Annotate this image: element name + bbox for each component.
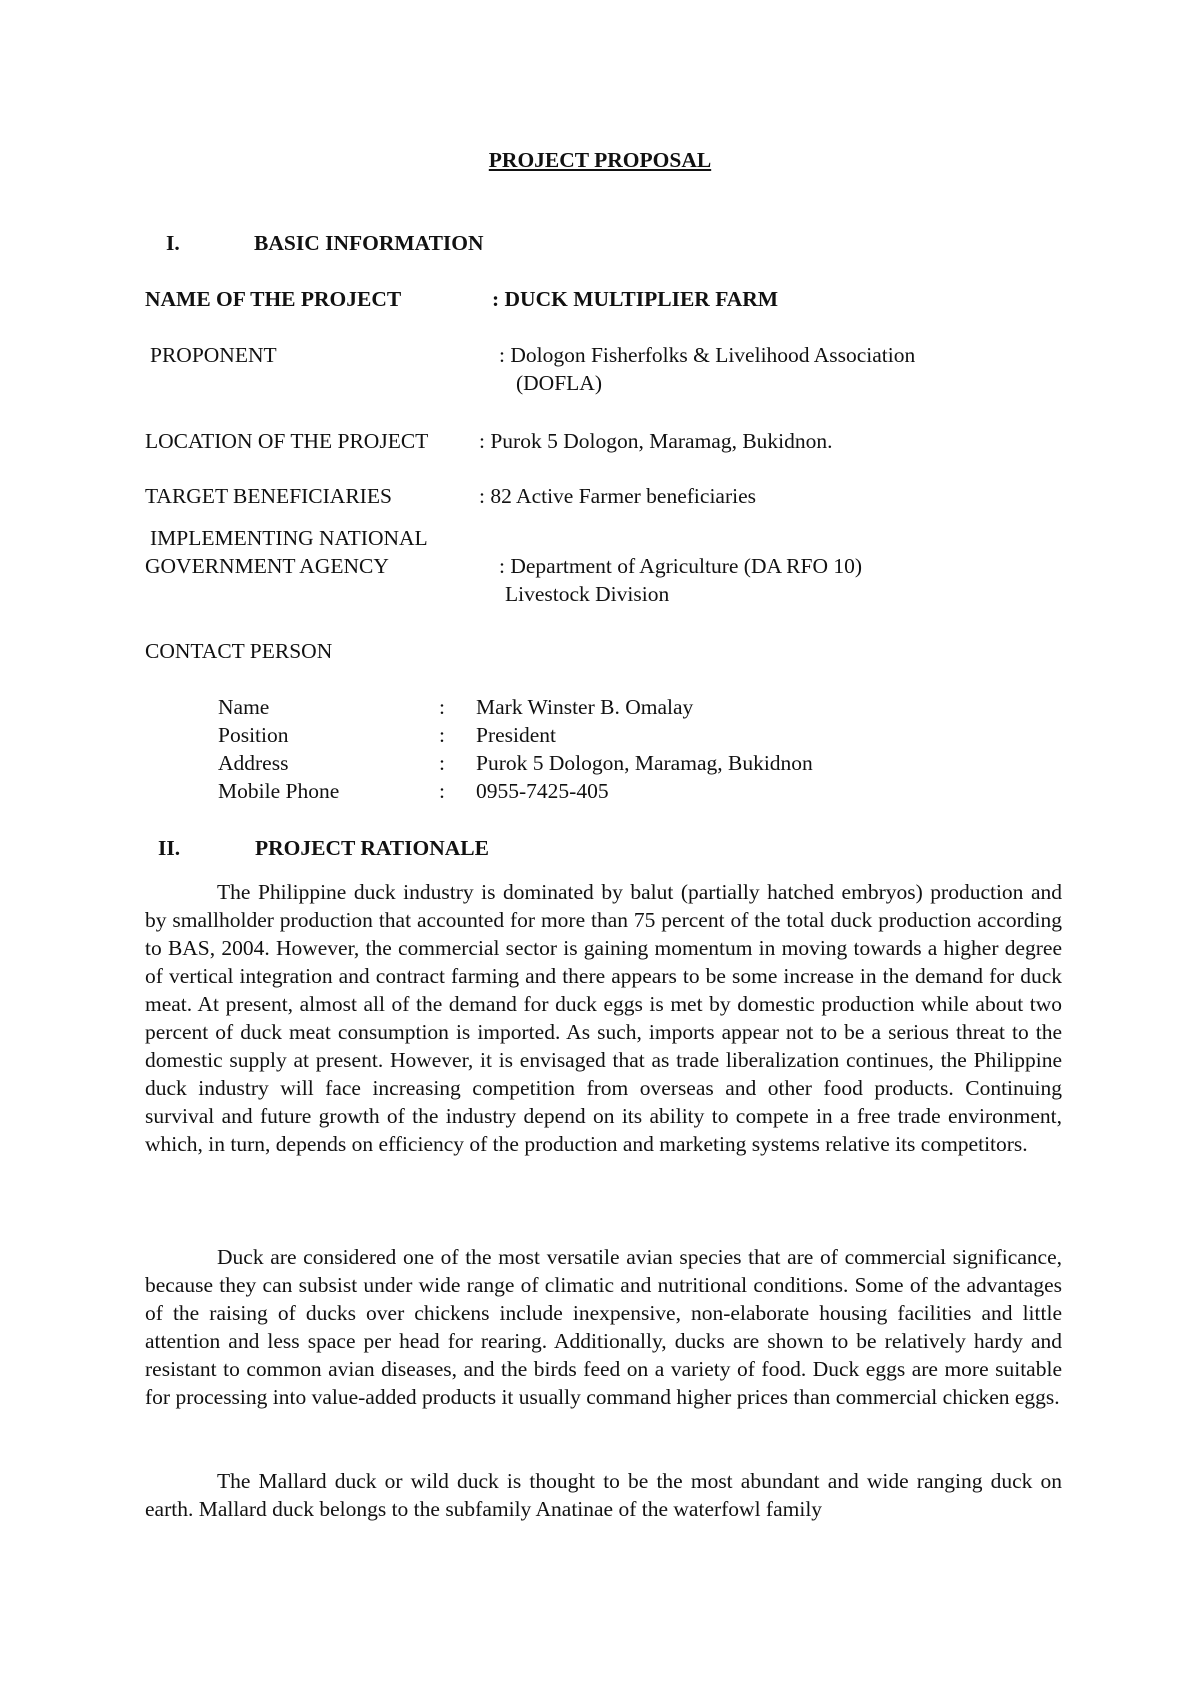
- contact-person-label: CONTACT PERSON: [145, 639, 333, 663]
- location-value: : Purok 5 Dologon, Maramag, Bukidnon.: [479, 429, 833, 453]
- agency-label-line1: IMPLEMENTING NATIONAL: [150, 526, 428, 550]
- location-label: LOCATION OF THE PROJECT: [145, 429, 429, 453]
- section-1-numeral: I.: [166, 231, 180, 255]
- contact-field-label: Mobile Phone: [218, 779, 340, 803]
- rationale-paragraph-2: Duck are considered one of the most versatile avian species that are of commercial significance, because they can subsist under wide range of climatic and nutritional conditions. Some of the advantages of the raising of ducks over chickens include inexpensive, non-elaborate housing facilities and little attention and less space per head for rearing. Additionally, ducks are shown to be relatively hardy and resistant to common avian diseases, and the birds feed on a variety of food. Duck eggs are more suitable for processing into value-added products it usually command higher prices than commercial chicken eggs.: [145, 1245, 1062, 1409]
- contact-field-value: Purok 5 Dologon, Maramag, Bukidnon: [476, 751, 813, 775]
- proponent-value-line2: (DOFLA): [516, 371, 602, 395]
- rationale-paragraph-1: The Philippine duck industry is dominated by balut (partially hatched embryos) production and by smallholder production that accounted for more than 75 percent of the total duck production according to BAS, 2004. However, the commercial sector is gaining momentum in moving towards a higher degree of vertical integration and contract farming and there appears to be some increase in the demand for duck meat. At present, almost all of the demand for duck eggs is met by domestic production while about two percent of duck meat consumption is imported. As such, imports appear not to be a serious threat to the domestic supply at present. However, it is envisaged that as trade liberalization continues, the Philippine duck industry will face increasing competition from overseas and other food products. Continuing survival and future growth of the industry depend on its ability to compete in a free trade environment, which, in turn, depends on efficiency of the production and marketing systems relative its competitors.: [145, 880, 1062, 1156]
- section-1-heading: BASIC INFORMATION: [254, 231, 484, 255]
- project-name-value: : DUCK MULTIPLIER FARM: [492, 287, 779, 311]
- contact-field-label: Position: [218, 723, 289, 747]
- contact-field-value: 0955-7425-405: [476, 779, 609, 803]
- beneficiaries-value: : 82 Active Farmer beneficiaries: [479, 484, 757, 508]
- contact-separator: :: [439, 723, 445, 747]
- contact-field-value: Mark Winster B. Omalay: [476, 695, 694, 719]
- contact-separator: :: [439, 779, 445, 803]
- proponent-value-line1: : Dologon Fisherfolks & Livelihood Association: [499, 343, 916, 367]
- contact-field-value: President: [476, 723, 557, 747]
- contact-separator: :: [439, 695, 445, 719]
- agency-label-line2: GOVERNMENT AGENCY: [145, 554, 389, 578]
- contact-field-label: Name: [218, 695, 270, 719]
- agency-value-line1: : Department of Agriculture (DA RFO 10): [499, 554, 863, 578]
- section-2-heading: PROJECT RATIONALE: [255, 836, 489, 860]
- contact-separator: :: [439, 751, 445, 775]
- contact-field-label: Address: [218, 751, 289, 775]
- rationale-paragraph-3: The Mallard duck or wild duck is thought to be the most abundant and wide ranging duck on earth. Mallard duck belongs to the subfamily Anatinae of the waterfowl family: [145, 1469, 1062, 1521]
- section-2-numeral: II.: [158, 836, 181, 860]
- agency-value-line2: Livestock Division: [505, 582, 670, 606]
- document-title: PROJECT PROPOSAL: [488, 148, 712, 172]
- project-name-label: NAME OF THE PROJECT: [145, 287, 402, 311]
- beneficiaries-label: TARGET BENEFICIARIES: [145, 484, 392, 508]
- proponent-label: PROPONENT: [150, 343, 277, 367]
